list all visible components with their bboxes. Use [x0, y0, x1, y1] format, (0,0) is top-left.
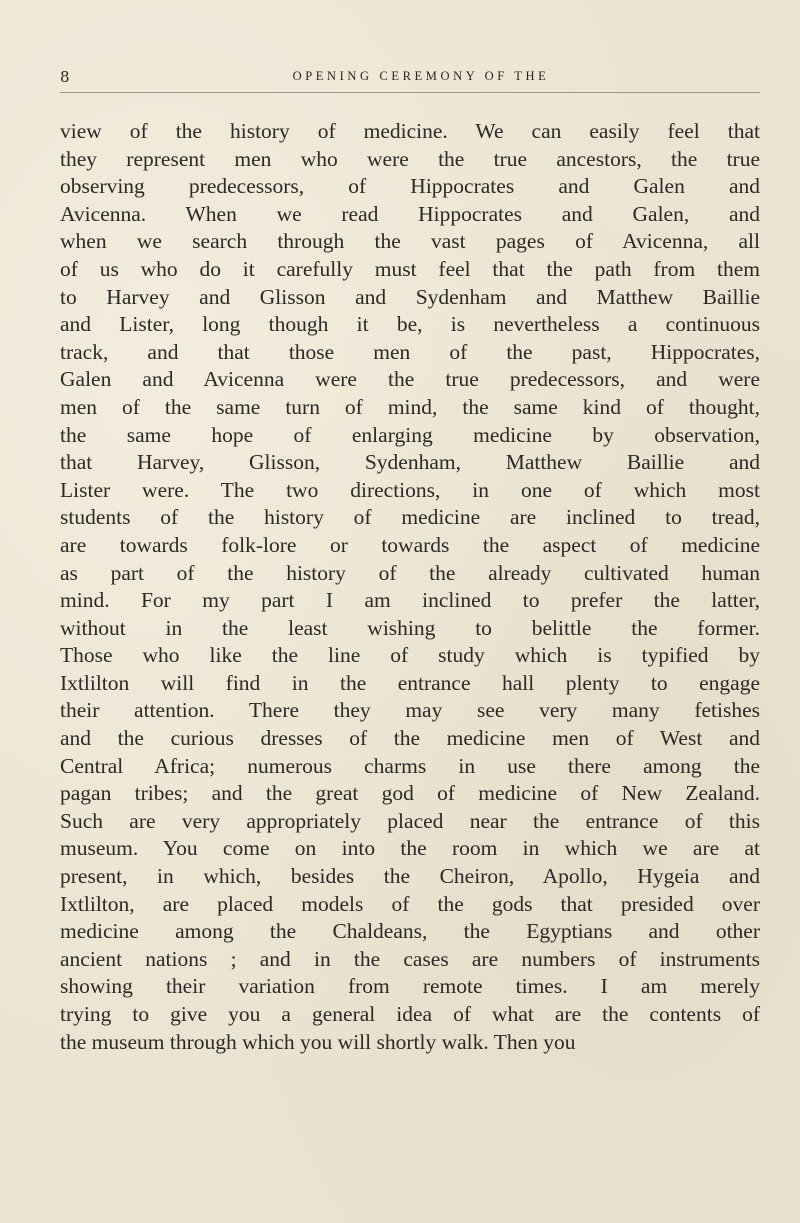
header-rule — [60, 92, 760, 93]
text-line: are towards folk-lore or towards the aspect of medicine — [60, 532, 760, 557]
text-line: showing their variation from remote times. I am merely — [60, 974, 760, 999]
running-head: OPENING CEREMONY OF THE — [292, 69, 550, 83]
text-line: track, and that those men of the past, Hippocrates, — [60, 339, 760, 364]
text-line: pagan tribes; and the great god of medicine of New Zealand. — [60, 781, 760, 806]
text-line: to Harvey and Glisson and Sydenham and Matthew Baillie — [60, 284, 760, 309]
text-line: of us who do it carefully must feel that the path from them — [60, 256, 760, 281]
text-line: and the curious dresses of the medicine men of West and — [60, 726, 760, 751]
text-line: men of the same turn of mind, the same kind of thought, — [60, 394, 760, 419]
text-line: museum. You come on into the room in which we are at — [60, 836, 760, 861]
page-header — [60, 68, 760, 90]
text-line: Lister were. The two directions, in one of which most — [60, 477, 760, 502]
text-line: present, in which, besides the Cheiron, Apollo, Hygeia and — [60, 864, 760, 889]
text-line: when we search through the vast pages of Avicenna, all — [60, 229, 760, 254]
page-number: 8 — [60, 68, 70, 86]
text-line: observing predecessors, of Hippocrates and Galen and — [60, 174, 760, 199]
text-line: view of the history of medicine. We can easily feel that — [60, 119, 760, 143]
text-line: they represent men who were the true ancestors, the true — [60, 146, 760, 171]
text-line: trying to give you a general idea of what are the contents of — [60, 1002, 760, 1026]
text-line: the same hope of enlarging medicine by observation, — [60, 422, 760, 447]
text-line: Avicenna. When we read Hippocrates and Galen, and — [60, 201, 760, 226]
text-line: mind. For my part I am inclined to prefer the latter, — [60, 588, 760, 613]
text-line: Ixtlilton will find in the entrance hall plenty to engage — [60, 670, 760, 695]
text-line: the museum through which you will shortly walk. Then you — [60, 1029, 576, 1054]
body-text — [60, 118, 760, 1056]
text-line: without in the least wishing to belittle the former. — [60, 615, 760, 640]
text-line: students of the history of medicine are inclined to tread, — [60, 505, 760, 530]
text-line: their attention. There they may see very many fetishes — [60, 698, 760, 723]
text-line: Those who like the line of study which is typified by — [60, 643, 760, 668]
text-line: and Lister, long though it be, is nevertheless a continuous — [60, 312, 760, 337]
text-line: as part of the history of the already cultivated human — [60, 560, 760, 585]
text-line: Central Africa; numerous charms in use there among the — [60, 753, 760, 778]
text-line: medicine among the Chaldeans, the Egyptians and other — [60, 919, 760, 944]
text-line: ancient nations ; and in the cases are numbers of instruments — [60, 946, 760, 971]
text-line: Ixtlilton, are placed models of the gods that presided over — [60, 891, 760, 916]
text-line: Galen and Avicenna were the true predecessors, and were — [60, 367, 760, 392]
text-line: that Harvey, Glisson, Sydenham, Matthew Baillie and — [60, 450, 760, 475]
text-line: Such are very appropriately placed near the entrance of this — [60, 808, 760, 833]
